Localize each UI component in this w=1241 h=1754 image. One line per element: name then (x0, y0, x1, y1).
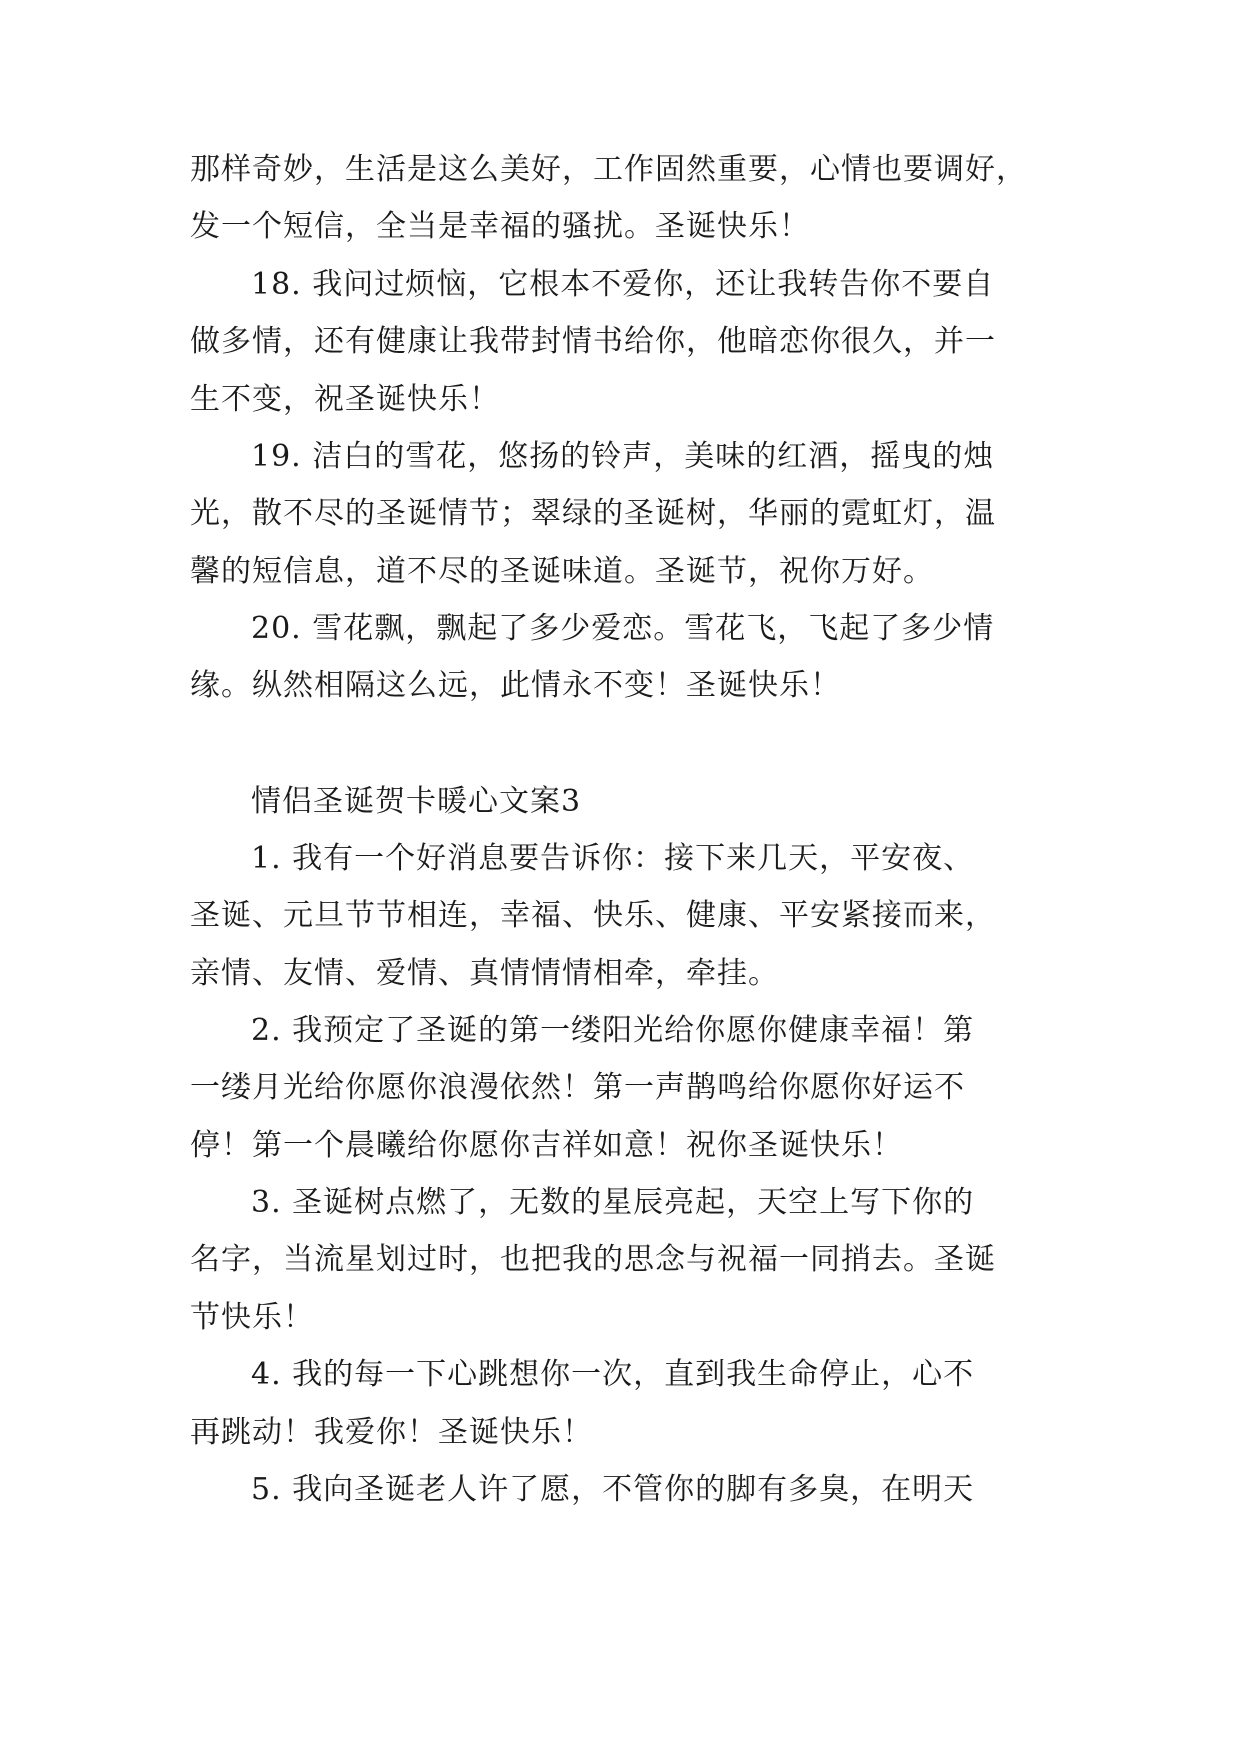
item-19-first-line: 19. 洁白的雪花，悠扬的铃声，美味的红酒，摇曳的烛 (251, 439, 995, 474)
item-20-first-line: 20. 雪花飘，飘起了多少爱恋。雪花飞，飞起了多少情 (251, 611, 995, 646)
body-line: 再跳动！我爱你！圣诞快乐！ (190, 1415, 593, 1450)
item-4-first-line: 4. 我的每一下心跳想你一次，直到我生命停止，心不 (251, 1357, 975, 1392)
body-line: 做多情，还有健康让我带封情书给你，他暗恋你很久，并一 (190, 324, 996, 359)
body-line: 那样奇妙，生活是这么美好，工作固然重要，心情也要调好， (190, 152, 1027, 187)
body-line: 节快乐！ (190, 1300, 314, 1335)
item-5-first-line: 5. 我向圣诞老人许了愿，不管你的脚有多臭，在明天 (251, 1472, 975, 1507)
body-line: 亲情、友情、爱情、真情情情相牵，牵挂。 (190, 956, 779, 991)
body-line: 馨的短信息，道不尽的圣诞味道。圣诞节，祝你万好。 (190, 554, 934, 589)
item-1-first-line: 1. 我有一个好消息要告诉你：接下来几天，平安夜、 (251, 841, 975, 876)
item-2-first-line: 2. 我预定了圣诞的第一缕阳光给你愿你健康幸福！第 (251, 1013, 975, 1048)
section-heading: 情侣圣诞贺卡暖心文案3 (251, 784, 582, 819)
body-line: 圣诞、元旦节节相连，幸福、快乐、健康、平安紧接而来， (190, 898, 996, 933)
body-line: 发一个短信，全当是幸福的骚扰。圣诞快乐！ (190, 209, 810, 244)
body-line: 一缕月光给你愿你浪漫依然！第一声鹊鸣给你愿你好运不 (190, 1070, 965, 1105)
body-line: 光，散不尽的圣诞情节；翠绿的圣诞树，华丽的霓虹灯，温 (190, 496, 996, 531)
item-18-first-line: 18. 我问过烦恼，它根本不爱你，还让我转告你不要自 (251, 267, 995, 302)
item-3-first-line: 3. 圣诞树点燃了，无数的星辰亮起，天空上写下你的 (251, 1185, 975, 1220)
body-line: 缘。纵然相隔这么远，此情永不变！圣诞快乐！ (190, 668, 841, 703)
body-line: 生不变，祝圣诞快乐！ (190, 382, 500, 417)
body-line: 名字，当流星划过时，也把我的思念与祝福一同捎去。圣诞 (190, 1242, 996, 1277)
body-line: 停！第一个晨曦给你愿你吉祥如意！祝你圣诞快乐！ (190, 1128, 903, 1163)
